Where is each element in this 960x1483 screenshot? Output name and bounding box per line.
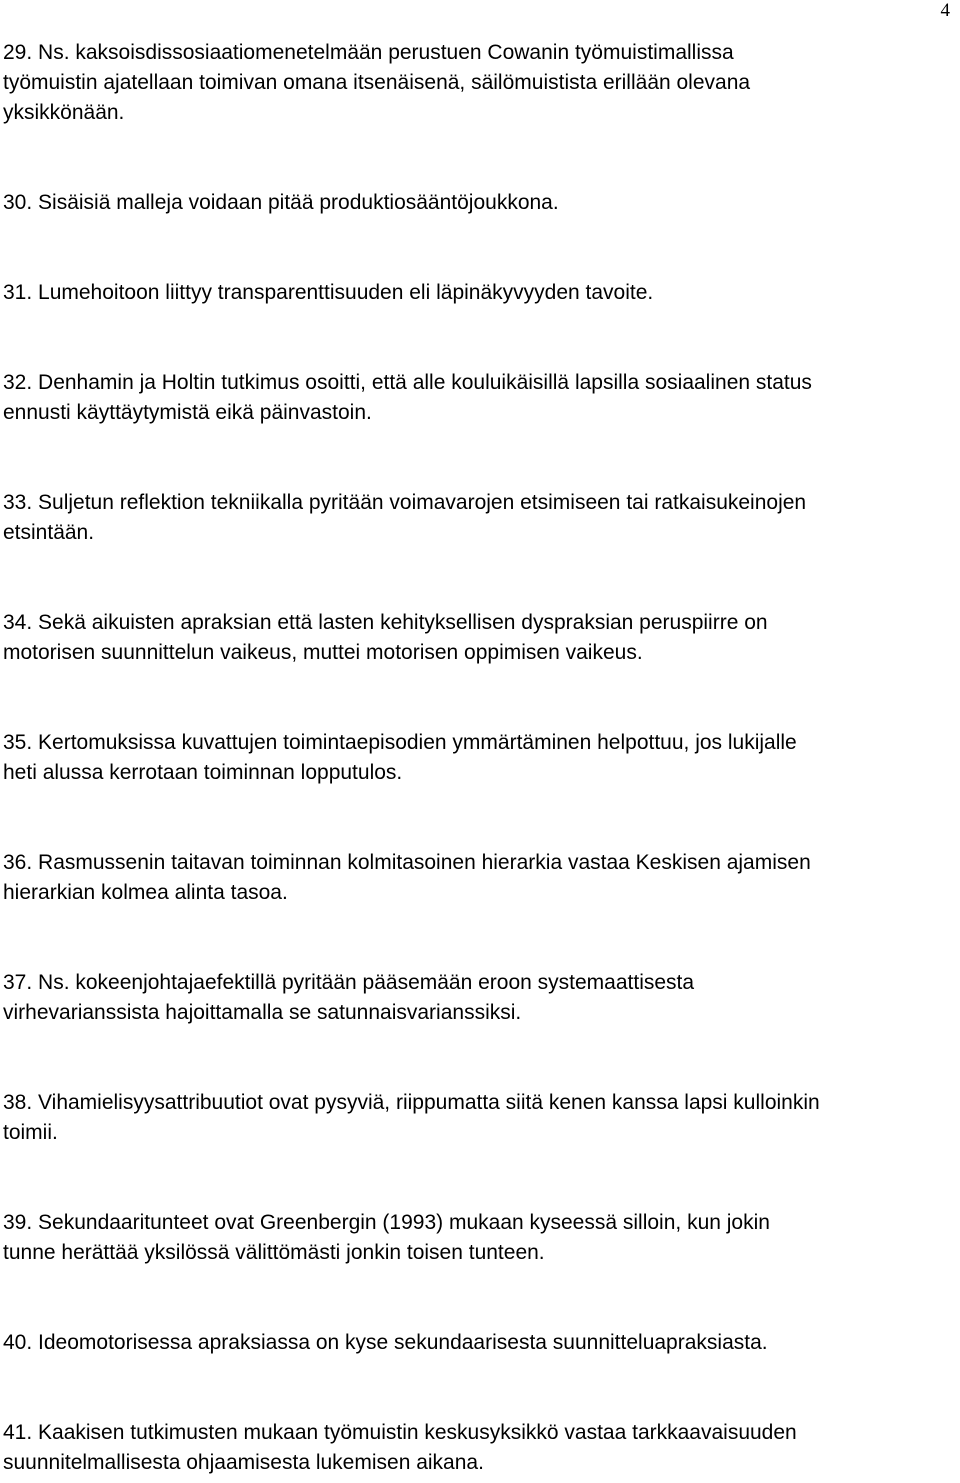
statement-line: työmuistin ajatellaan toimivan omana itsenäisenä, säilömuistista erillään olevana xyxy=(3,71,751,94)
statement-item xyxy=(3,368,958,428)
statement-line: hierarkian kolmea alinta tasoa. xyxy=(3,881,288,904)
statement-line: 29. Ns. kaksoisdissosiaatiomenetelmään perustuen Cowanin työmuistimallissa xyxy=(3,41,734,64)
statement-item xyxy=(3,38,958,128)
statement-line: 39. Sekundaaritunteet ovat Greenbergin (1993) mukaan kyseessä silloin, kun jokin xyxy=(3,1211,770,1234)
statement-line: 38. Vihamielisyysattribuutiot ovat pysyviä, riippumatta siitä kenen kanssa lapsi kulloinkin xyxy=(3,1091,820,1114)
page-number: 4 xyxy=(940,0,950,21)
statement-item xyxy=(3,848,958,908)
statement-item xyxy=(3,608,958,668)
statement-line: 36. Rasmussenin taitavan toiminnan kolmitasoinen hierarkia vastaa Keskisen ajamisen xyxy=(3,851,811,874)
statement-item xyxy=(3,278,958,308)
statement-line: 31. Lumehoitoon liittyy transparenttisuuden eli läpinäkyvyyden tavoite. xyxy=(3,281,654,304)
statement-line: 37. Ns. kokeenjohtajaefektillä pyritään pääsemään eroon systemaattisesta xyxy=(3,971,695,994)
statement-line: 34. Sekä aikuisten apraksian että lasten kehityksellisen dyspraksian peruspiirre on xyxy=(3,611,768,634)
statement-line: suunnitelmallisesta ohjaamisesta lukemisen aikana. xyxy=(3,1451,484,1474)
statement-line: 32. Denhamin ja Holtin tutkimus osoitti, että alle kouluikäisillä lapsilla sosiaalinen status xyxy=(3,371,812,394)
statement-line: 41. Kaakisen tutkimusten mukaan työmuistin keskusyksikkö vastaa tarkkaavaisuuden xyxy=(3,1421,797,1444)
statement-item xyxy=(3,968,958,1028)
statement-item xyxy=(3,488,958,548)
statement-item xyxy=(3,188,958,218)
statement-item xyxy=(3,1208,958,1268)
statement-line: tunne herättää yksilössä välittömästi jonkin toisen tunteen. xyxy=(3,1241,545,1264)
statement-item xyxy=(3,1088,958,1148)
statement-line: ennusti käyttäytymistä eikä päinvastoin. xyxy=(3,401,372,424)
statement-line: 33. Suljetun reflektion tekniikalla pyritään voimavarojen etsimiseen tai ratkaisukeinojen xyxy=(3,491,807,514)
statement-item xyxy=(3,1328,958,1358)
statement-item xyxy=(3,1418,958,1478)
statement-line: virhevarianssista hajoittamalla se satunnaisvarianssiksi. xyxy=(3,1001,522,1024)
statement-line: 40. Ideomotorisessa apraksiassa on kyse sekundaarisesta suunnitteluapraksiasta. xyxy=(3,1331,768,1354)
statement-line: etsintään. xyxy=(3,521,95,544)
statement-line: motorisen suunnittelun vaikeus, muttei motorisen oppimisen vaikeus. xyxy=(3,641,643,664)
statement-line: yksikkönään. xyxy=(3,101,125,124)
statement-line: 30. Sisäisiä malleja voidaan pitää produktiosääntöjoukkona. xyxy=(3,191,559,214)
statement-line: 35. Kertomuksissa kuvattujen toimintaepisodien ymmärtäminen helpottuu, jos lukijalle xyxy=(3,731,797,754)
statement-list xyxy=(3,38,958,1478)
statement-item xyxy=(3,728,958,788)
statement-line: toimii. xyxy=(3,1121,58,1144)
statement-line: heti alussa kerrotaan toiminnan lopputulos. xyxy=(3,761,403,784)
